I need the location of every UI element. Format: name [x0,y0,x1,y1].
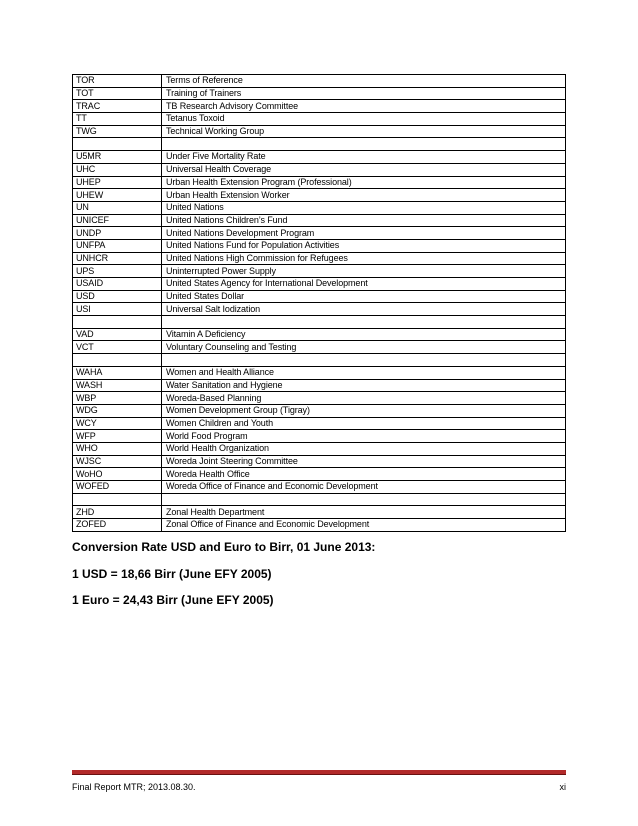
definition-cell: Technical Working Group [162,125,566,138]
definition-cell: United Nations Fund for Population Activities [162,239,566,252]
acronym-cell: UNFPA [73,239,162,252]
table-row [73,316,566,329]
table-row [73,151,566,164]
table-row [73,214,566,227]
table-row [73,176,566,189]
acronym-cell: UHEW [73,189,162,202]
definition-cell [162,354,566,367]
acronym-cell: VAD [73,328,162,341]
table-row [73,430,566,443]
acronym-cell: U5MR [73,151,162,164]
table-row [73,113,566,126]
acronym-cell: UN [73,201,162,214]
table-row [73,227,566,240]
table-row [73,455,566,468]
definition-cell: Universal Salt Iodization [162,303,566,316]
acronym-cell [73,316,162,329]
table-row [73,100,566,113]
definition-cell: Water Sanitation and Hygiene [162,379,566,392]
acronym-cell: UHC [73,163,162,176]
definition-cell [162,493,566,506]
footer-divider [72,770,566,775]
acronym-cell: ZHD [73,506,162,519]
definition-cell: Woreda-Based Planning [162,392,566,405]
table-row [73,341,566,354]
table-row [73,379,566,392]
table-row [73,87,566,100]
acronym-cell: TOT [73,87,162,100]
acronym-cell: WFP [73,430,162,443]
table-row [73,138,566,151]
definition-cell: Women Children and Youth [162,417,566,430]
acronym-cell: WASH [73,379,162,392]
acronym-cell [73,138,162,151]
definition-cell: Urban Health Extension Program (Professional) [162,176,566,189]
definition-cell: United Nations Children’s Fund [162,214,566,227]
definition-cell: Universal Health Coverage [162,163,566,176]
definition-cell: World Food Program [162,430,566,443]
euro-conversion-rate: 1 Euro = 24,43 Birr (June EFY 2005) [72,593,274,607]
acronym-cell: TOR [73,75,162,88]
table-row [73,328,566,341]
definition-cell: United States Dollar [162,290,566,303]
definition-cell: Under Five Mortality Rate [162,151,566,164]
definition-cell: Voluntary Counseling and Testing [162,341,566,354]
footer-report-title: Final Report MTR; 2013.08.30. [72,782,196,792]
definition-cell: Terms of Reference [162,75,566,88]
table-row [73,201,566,214]
table-row [73,189,566,202]
table-row [73,239,566,252]
acronym-cell: UPS [73,265,162,278]
definition-cell: Woreda Joint Steering Committee [162,455,566,468]
table-row [73,163,566,176]
acronym-cell: WOFED [73,481,162,494]
abbreviations-table-body [73,75,566,532]
table-row [73,417,566,430]
table-row [73,506,566,519]
definition-cell: Training of Trainers [162,87,566,100]
definition-cell: Vitamin A Deficiency [162,328,566,341]
acronym-cell [73,493,162,506]
definition-cell [162,316,566,329]
table-row [73,519,566,532]
acronym-cell: TWG [73,125,162,138]
definition-cell: Tetanus Toxoid [162,113,566,126]
definition-cell [162,138,566,151]
definition-cell: World Health Organization [162,442,566,455]
acronym-cell: USD [73,290,162,303]
table-row [73,442,566,455]
definition-cell: United States Agency for International Development [162,278,566,291]
definition-cell: Urban Health Extension Worker [162,189,566,202]
acronym-cell: UNICEF [73,214,162,227]
definition-cell: Zonal Office of Finance and Economic Development [162,519,566,532]
usd-conversion-rate: 1 USD = 18,66 Birr (June EFY 2005) [72,567,272,581]
conversion-rate-heading: Conversion Rate USD and Euro to Birr, 01 June 2013: [72,540,376,554]
acronym-cell: WJSC [73,455,162,468]
definition-cell: Woreda Office of Finance and Economic Development [162,481,566,494]
acronym-cell: WBP [73,392,162,405]
table-row [73,252,566,265]
footer-page-number: xi [559,782,566,792]
table-row [73,404,566,417]
acronym-cell: ZOFED [73,519,162,532]
acronym-cell: TT [73,113,162,126]
table-row [73,125,566,138]
table-row [73,392,566,405]
acronym-cell: UHEP [73,176,162,189]
acronym-cell: WDG [73,404,162,417]
table-row [73,493,566,506]
acronym-cell: WCY [73,417,162,430]
acronym-cell: WAHA [73,366,162,379]
acronym-cell: TRAC [73,100,162,113]
acronym-cell: UNDP [73,227,162,240]
definition-cell: Women Development Group (Tigray) [162,404,566,417]
definition-cell: Uninterrupted Power Supply [162,265,566,278]
acronym-cell [73,354,162,367]
acronym-cell: WoHO [73,468,162,481]
definition-cell: TB Research Advisory Committee [162,100,566,113]
table-row [73,468,566,481]
definition-cell: United Nations Development Program [162,227,566,240]
acronym-cell: USI [73,303,162,316]
definition-cell: United Nations High Commission for Refugees [162,252,566,265]
table-row [73,278,566,291]
table-row [73,75,566,88]
table-row [73,303,566,316]
acronym-cell: USAID [73,278,162,291]
acronym-cell: UNHCR [73,252,162,265]
table-row [73,366,566,379]
definition-cell: United Nations [162,201,566,214]
acronym-cell: VCT [73,341,162,354]
table-row [73,481,566,494]
definition-cell: Women and Health Alliance [162,366,566,379]
definition-cell: Zonal Health Department [162,506,566,519]
table-row [73,265,566,278]
table-row [73,290,566,303]
acronym-cell: WHO [73,442,162,455]
abbreviations-table [72,74,566,532]
definition-cell: Woreda Health Office [162,468,566,481]
table-row [73,354,566,367]
